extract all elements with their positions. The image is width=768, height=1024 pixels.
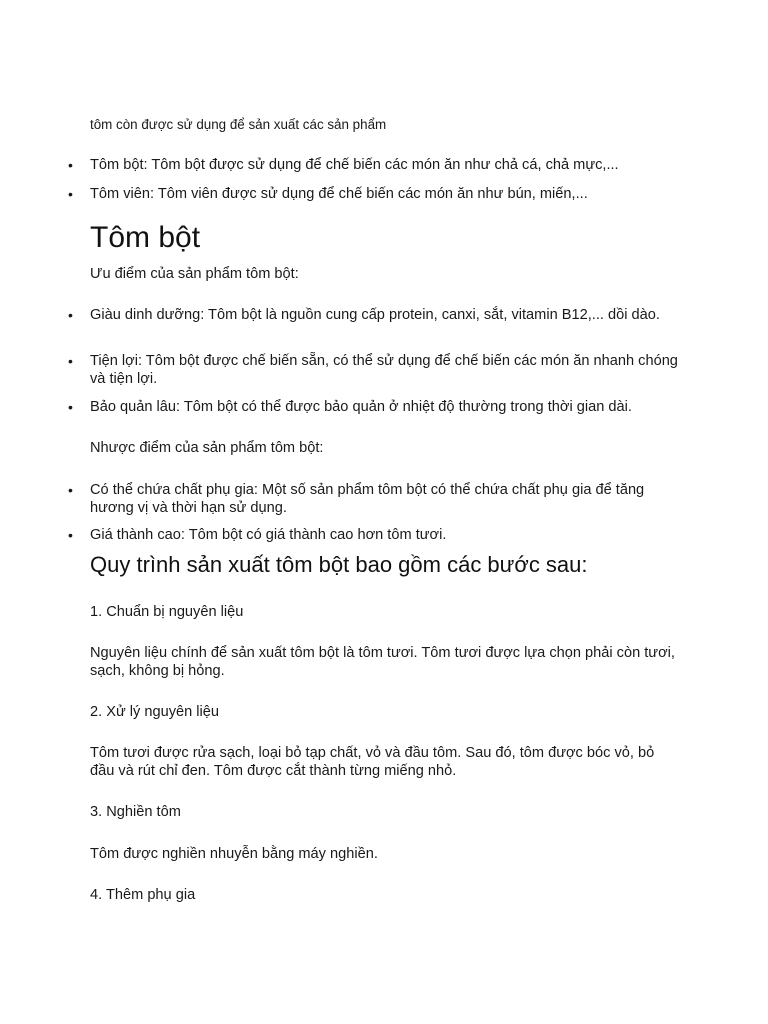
disadvantages-title: Nhược điểm của sản phẩm tôm bột: [90,440,324,456]
intro-text: tôm còn được sử dụng để sản xuất các sản phẩm [90,117,387,132]
list-item-disadvantage-1: • Có thể chứa chất phụ gia: Một số sản phẩm tôm bột có thể chứa chất phụ gia để tăng hương vị và thời hạn sử dụng. [90,481,680,517]
advantages-title: Ưu điểm của sản phẩm tôm bột: [90,266,299,282]
list-item-advantage-1: • Giàu dinh dưỡng: Tôm bột là nguồn cung cấp protein, canxi, sắt, vitamin B12,... dồi dào. [90,306,680,324]
heading-tom-bot: Tôm bột [90,221,201,254]
list-item-advantage-3: • Bảo quản lâu: Tôm bột có thể được bảo quản ở nhiệt độ thường trong thời gian dài. [90,398,680,416]
step-1-title: 1. Chuẩn bị nguyên liệu [90,604,244,620]
step-2-title: 2. Xử lý nguyên liệu [90,704,220,720]
list-item-disadvantage-2: • Giá thành cao: Tôm bột có giá thành cao hơn tôm tươi. [90,526,680,544]
list-item-use-1: • Tôm bột: Tôm bột được sử dụng để chế biến các món ăn như chả cá, chả mực,... [90,156,680,174]
process-heading: Quy trình sản xuất tôm bột bao gồm các bước sau: [90,552,588,577]
list-item-use-2: • Tôm viên: Tôm viên được sử dụng để chế biến các món ăn như bún, miến,... [90,185,680,203]
step-3-title: 3. Nghiền tôm [90,804,181,820]
step-1-text: Nguyên liệu chính để sản xuất tôm bột là tôm tươi. Tôm tươi được lựa chọn phải còn tươi, sạch, không bị hỏng. [90,645,675,679]
list-item-advantage-2: • Tiện lợi: Tôm bột được chế biến sẵn, có thể sử dụng để chế biến các món ăn nhanh chóng và tiện lợi. [90,352,680,388]
step-3-text: Tôm được nghiền nhuyễn bằng máy nghiền. [90,846,378,862]
step-4-title: 4. Thêm phụ gia [90,887,196,903]
step-2-text: Tôm tươi được rửa sạch, loại bỏ tạp chất, vỏ và đầu tôm. Sau đó, tôm được bóc vỏ, bỏ đầu và rút chỉ đen. Tôm được cắt thành từng miếng nhỏ. [90,745,655,779]
